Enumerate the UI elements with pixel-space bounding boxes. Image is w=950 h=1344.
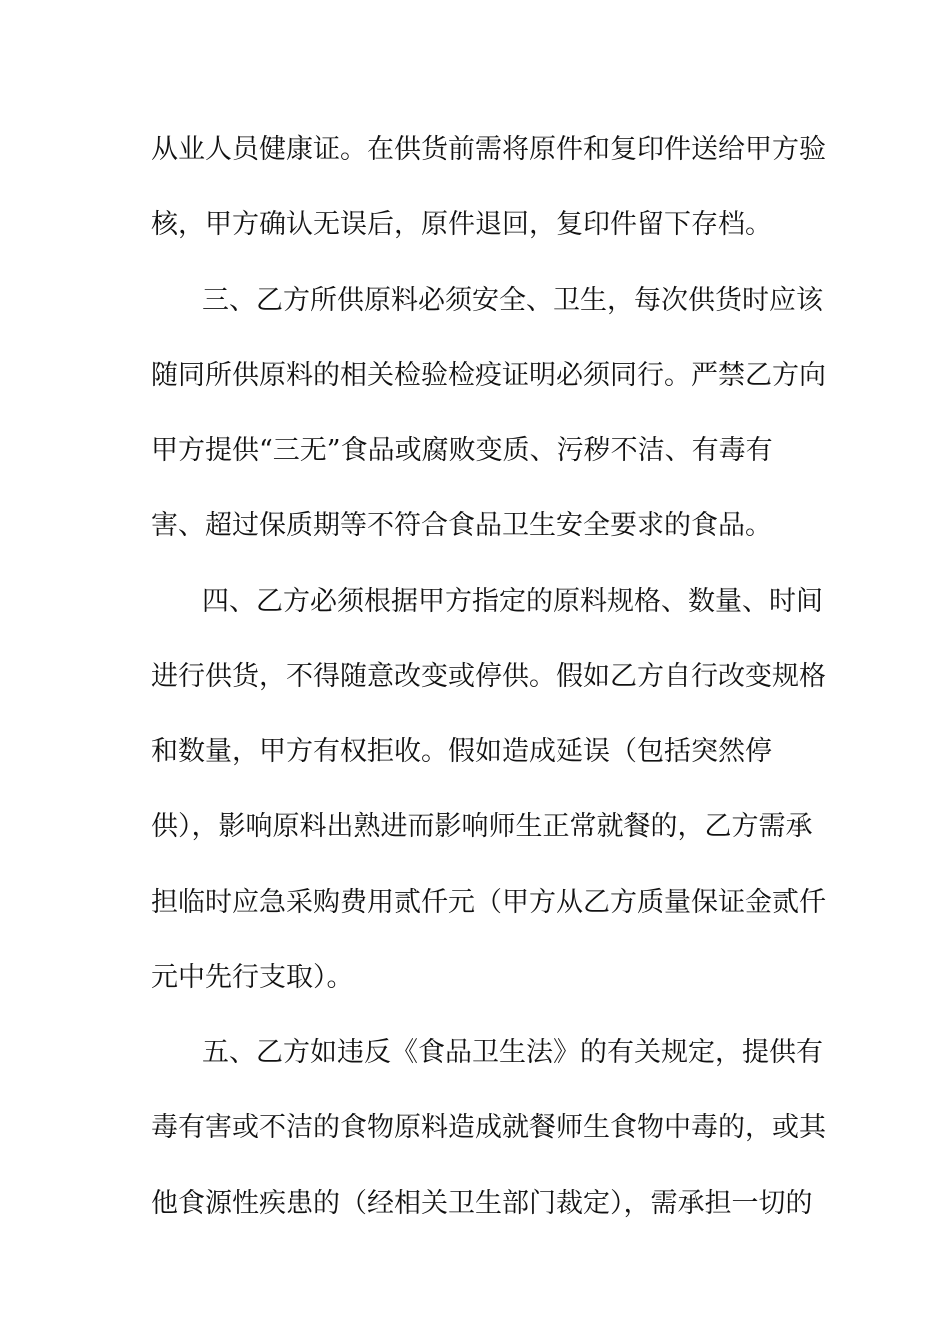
text-line: 他食源性疾患的（经相关卫生部门裁定），需承担一切的 bbox=[151, 1188, 813, 1219]
text-line: 进行供货，不得随意改变或停供。假如乙方自行改变规格 bbox=[151, 661, 826, 692]
text-line: 从业人员健康证。在供货前需将原件和复印件送给甲方验 bbox=[151, 134, 826, 165]
paragraph-3-start: 三、乙方所供原料必须安全、卫生，每次供货时应该 bbox=[202, 285, 823, 316]
paragraph-5-start: 五、乙方如违反《食品卫生法》的有关规定，提供有 bbox=[202, 1037, 823, 1068]
text-line: 害、超过保质期等不符合食品卫生安全要求的食品。 bbox=[151, 510, 772, 541]
text-line: 和数量，甲方有权拒收。假如造成延误（包括突然停 bbox=[151, 736, 772, 767]
text-line: 元中先行支取）。 bbox=[151, 962, 354, 993]
text-line: 供），影响原料出熟进而影响师生正常就餐的，乙方需承 bbox=[151, 811, 813, 842]
text-line: 毒有害或不洁的食物原料造成就餐师生食物中毒的，或其 bbox=[151, 1112, 826, 1143]
paragraph-4-start: 四、乙方必须根据甲方指定的原料规格、数量、时间 bbox=[202, 586, 823, 617]
text-line: 随同所供原料的相关检验检疫证明必须同行。严禁乙方向 bbox=[151, 360, 826, 391]
text-line: 担临时应急采购费用贰仟元（甲方从乙方质量保证金贰仟 bbox=[151, 887, 826, 918]
text-line: 甲方提供“三无”食品或腐败变质、污秽不洁、有毒有 bbox=[151, 435, 773, 466]
text-line: 核，甲方确认无误后，原件退回，复印件留下存档。 bbox=[151, 209, 772, 240]
